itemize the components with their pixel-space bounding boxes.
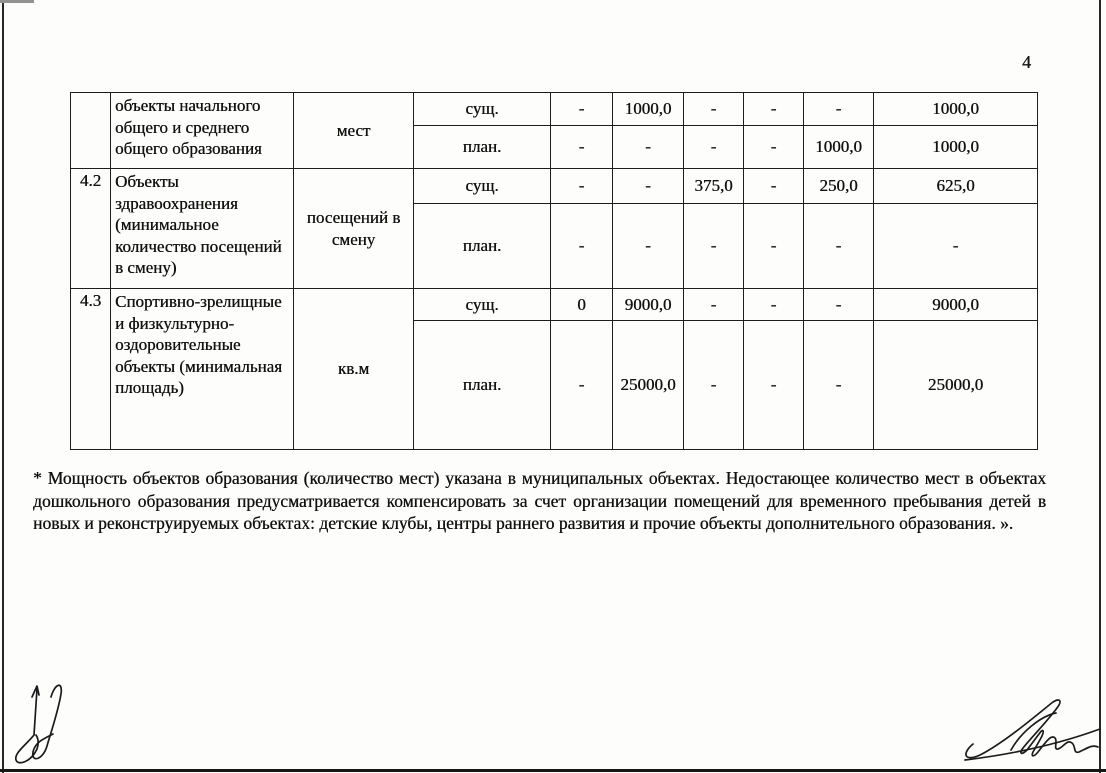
cell-value: 1000,0 [613,93,684,126]
cell-value: 1000,0 [874,93,1038,126]
cell-name: Объекты здравоохранения (минимальное количество посещений в смену) [111,169,294,289]
cell-value: - [804,93,874,126]
cell-value: 0 [551,289,613,321]
cell-unit: посещений в смену [294,169,414,289]
cell-value: - [744,204,804,289]
cell-value: 25000,0 [613,321,684,450]
signature-right [953,692,1105,766]
cell-num [71,93,111,169]
cell-value: - [744,289,804,321]
cell-status-planned: план. [414,126,551,169]
cell-value: 375,0 [684,169,744,204]
cell-value: - [613,204,684,289]
scan-corner-mark [0,0,34,3]
cell-status-existing: сущ. [414,93,551,126]
cell-value: 250,0 [804,169,874,204]
table-row [71,169,1038,204]
cell-unit: кв.м [294,289,414,450]
cell-value: - [613,169,684,204]
cell-status-existing: сущ. [414,169,551,204]
table-row [71,93,1038,126]
cell-value: - [684,321,744,450]
cell-value: 1000,0 [804,126,874,169]
cell-unit: мест [294,93,414,169]
cell-value: - [744,169,804,204]
cell-num: 4.3 [71,289,111,450]
capacity-table [70,92,1038,450]
cell-value: 9000,0 [613,289,684,321]
signature-left [10,678,76,766]
cell-value: - [551,126,613,169]
cell-num: 4.2 [71,169,111,289]
cell-status-existing: сущ. [414,289,551,321]
cell-value: - [551,93,613,126]
cell-value: - [551,321,613,450]
cell-value: 9000,0 [874,289,1038,321]
page-number: 4 [1022,52,1031,72]
cell-status-planned: план. [414,321,551,450]
cell-value: - [804,321,874,450]
cell-value: - [684,289,744,321]
cell-value: - [613,126,684,169]
cell-value: 625,0 [874,169,1038,204]
cell-value: - [744,126,804,169]
cell-value: - [744,321,804,450]
footnote: * Мощность объектов образования (количество мест) указана в муниципальных объектах. Недостающее количество мест в объектах дошкольного образования предусматривается компенсировать за счет организации помещений для временного пребывания детей в новых и реконструируемых объектах: детские клубы, центры раннего развития и прочие объекты дополнительного образования. ». [33,468,1046,534]
cell-value: - [804,289,874,321]
cell-name: Спортивно-зрелищные и физкультурно-оздоровительные объекты (минимальная площадь) [111,289,294,450]
scan-edge-left [2,0,4,773]
cell-value: - [684,93,744,126]
cell-value: - [551,169,613,204]
cell-value: - [684,126,744,169]
cell-value: - [744,93,804,126]
cell-value: 25000,0 [874,321,1038,450]
scan-edge-bottom [0,769,1106,772]
cell-value: - [804,204,874,289]
cell-value: - [684,204,744,289]
cell-value: - [874,204,1038,289]
cell-status-planned: план. [414,204,551,289]
cell-name: объекты начального общего и среднего общего образования [111,93,294,169]
scan-edge-right [1099,0,1101,773]
cell-value: 1000,0 [874,126,1038,169]
cell-value: - [551,204,613,289]
table-row [71,289,1038,321]
